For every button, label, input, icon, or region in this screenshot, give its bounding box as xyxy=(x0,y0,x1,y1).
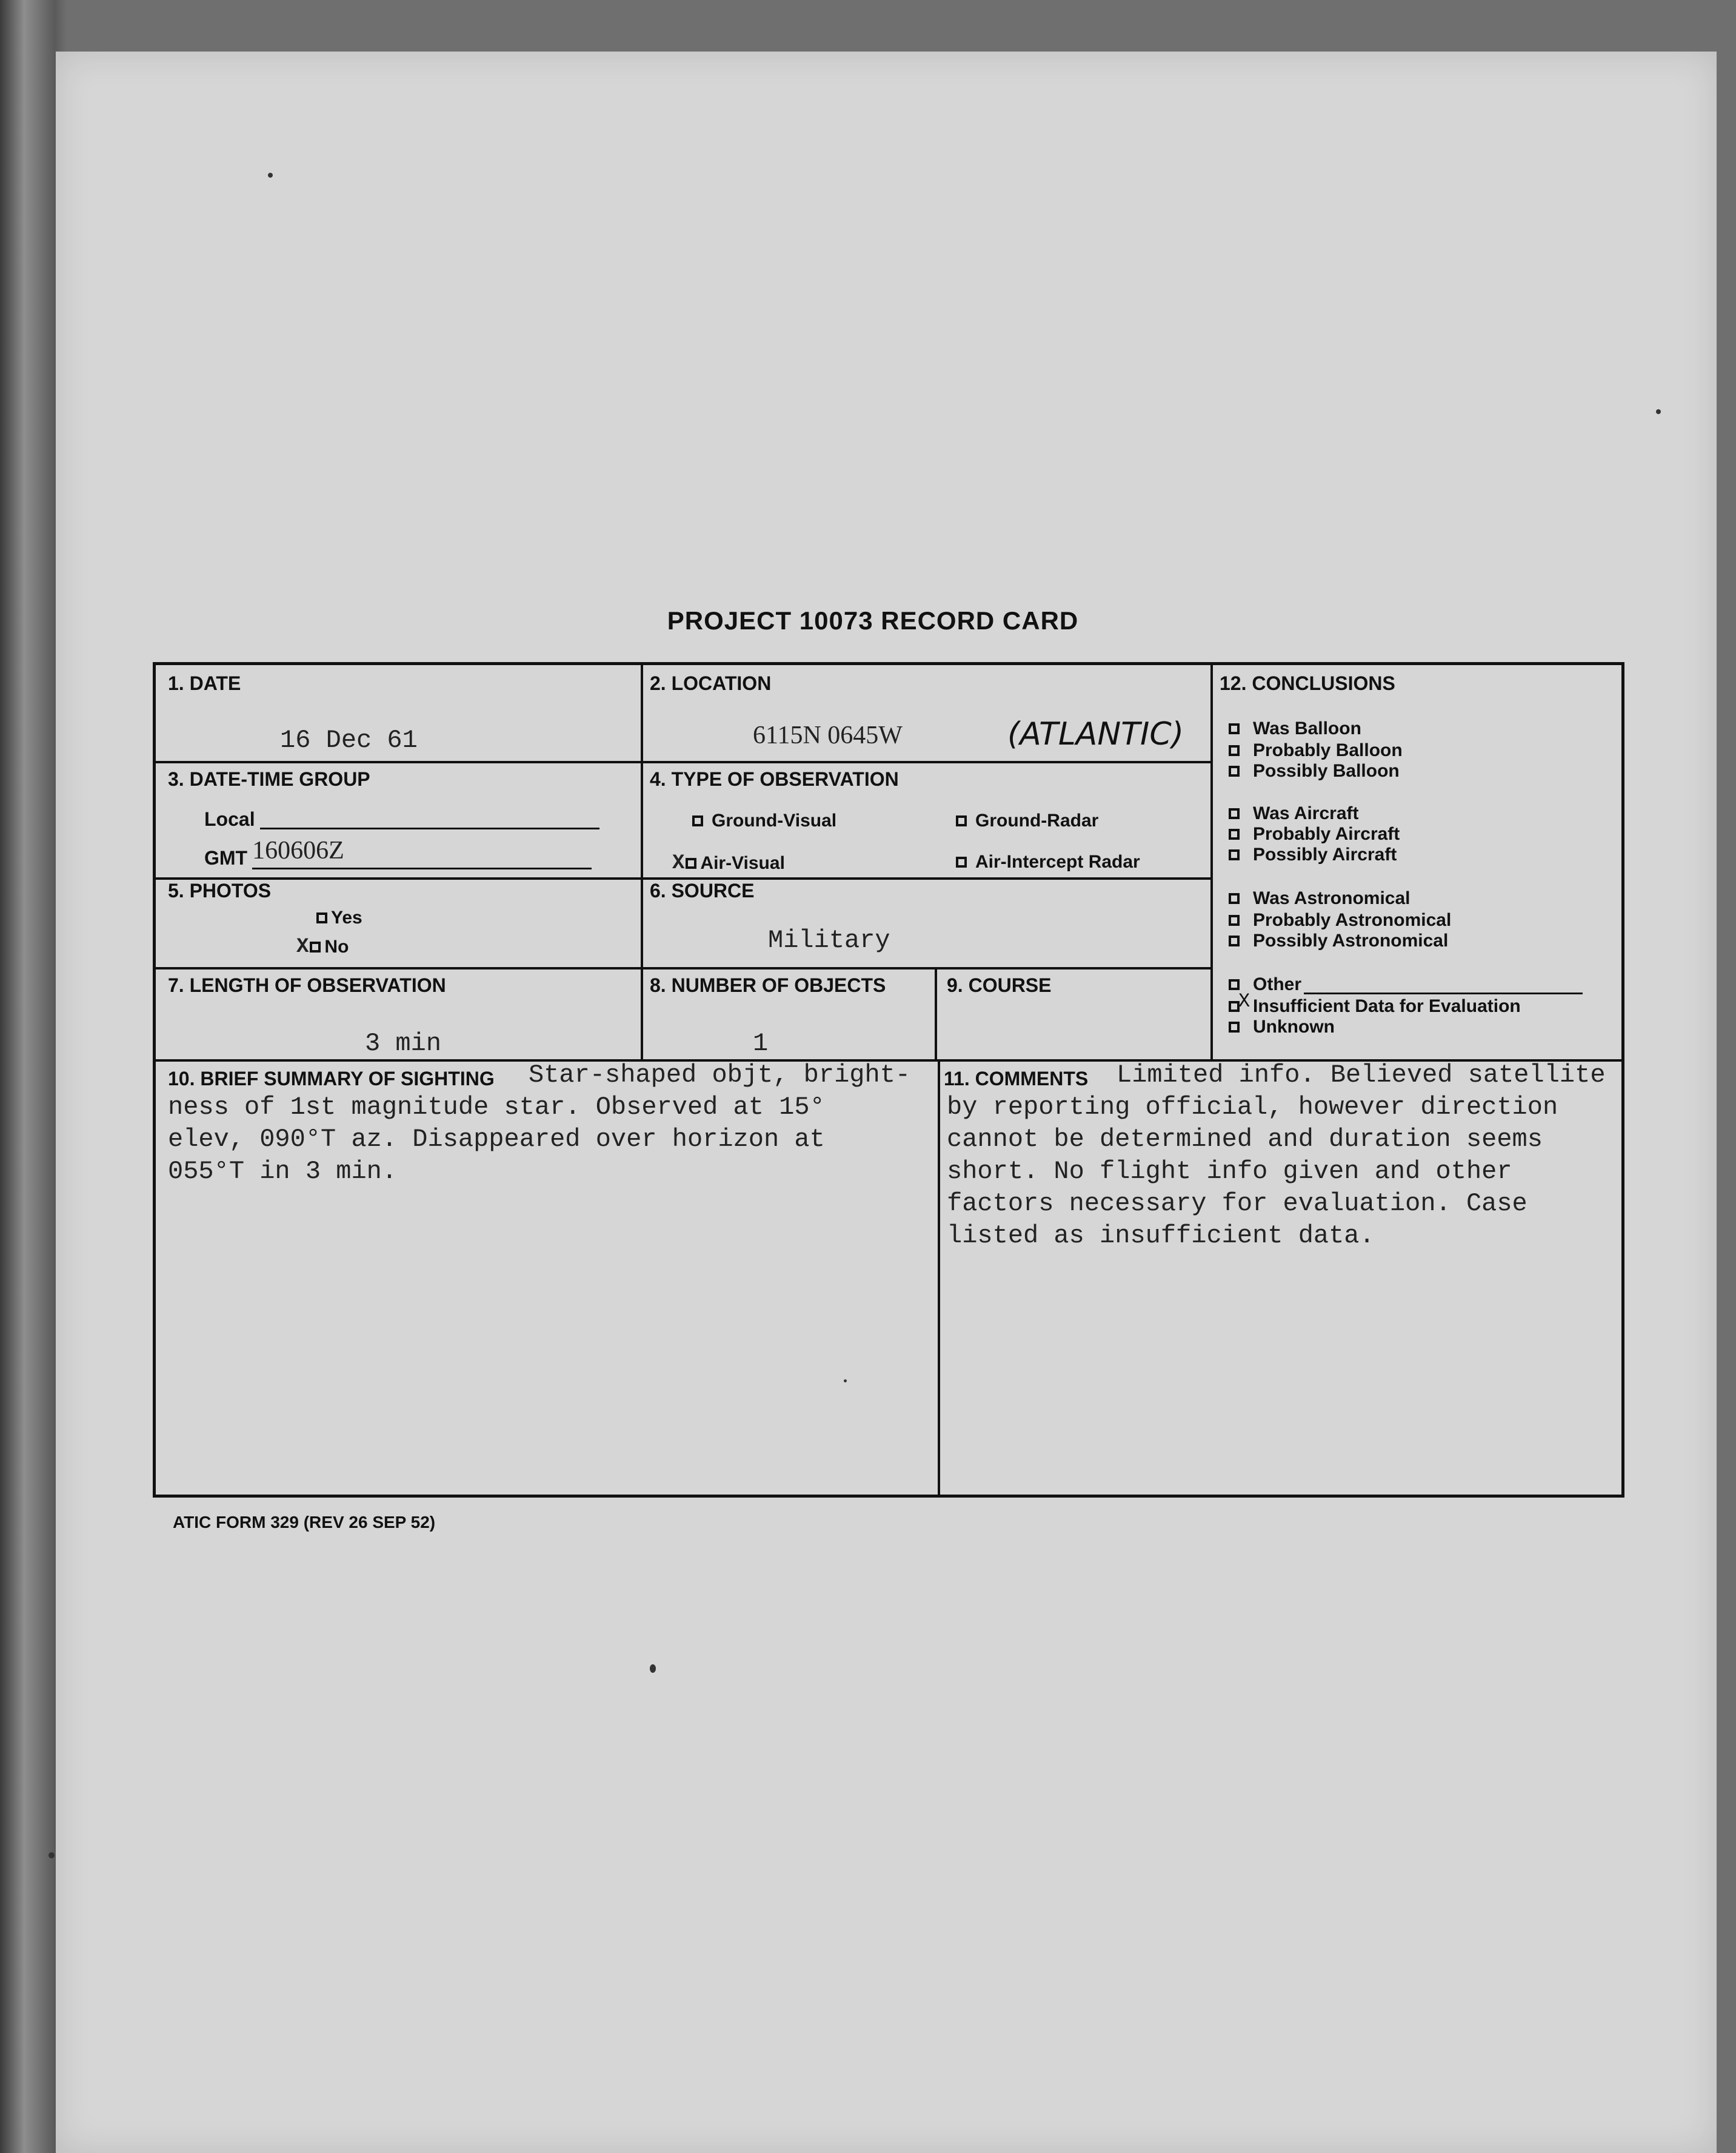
obs-air-visual xyxy=(672,852,785,875)
comments-text: by reporting official, however direction cannot be determined and duration seems short. No flight info given and other factors necessary for evaluation. Case listed as insufficient data. xyxy=(947,1093,1558,1250)
checkbox-icon xyxy=(1229,979,1240,990)
dust-speck xyxy=(48,1852,55,1858)
photos-yes-label: Yes xyxy=(331,908,362,928)
checkbox-icon xyxy=(1229,936,1240,946)
conclusion-item xyxy=(1229,990,1521,1017)
checkbox-icon xyxy=(1229,990,1250,1013)
date-label: 1. DATE xyxy=(168,672,241,694)
dtg-local xyxy=(204,808,599,831)
divider xyxy=(935,968,937,1059)
conclusion-label: Probably Balloon xyxy=(1253,740,1403,760)
comments-label: 11. COMMENTS xyxy=(944,1068,1089,1090)
conclusion-label: Probably Aircraft xyxy=(1253,824,1400,844)
objects-label: 8. NUMBER OF OBJECTS xyxy=(650,974,886,996)
obs-ground-visual-label: Ground-Visual xyxy=(712,811,837,831)
source-label: 6. SOURCE xyxy=(650,880,755,902)
checkbox-icon xyxy=(686,858,696,869)
objects-value: 1 xyxy=(753,1029,769,1058)
conclusion-label: Was Astronomical xyxy=(1253,888,1411,908)
conclusion-item xyxy=(1229,910,1451,931)
checkbox-icon xyxy=(1229,723,1240,734)
conclusion-item xyxy=(1229,803,1359,824)
checkbox-icon xyxy=(1229,915,1240,926)
dtg-local-label: Local xyxy=(204,808,255,830)
divider xyxy=(1210,665,1213,1059)
checkbox-icon xyxy=(316,912,327,923)
checkbox-icon xyxy=(1229,766,1240,777)
conclusion-label: Possibly Astronomical xyxy=(1253,931,1449,951)
conclusion-item xyxy=(1229,845,1397,865)
other-line xyxy=(1304,976,1583,994)
divider xyxy=(641,665,643,1059)
conclusion-label: Was Aircraft xyxy=(1253,803,1359,823)
checkbox-icon xyxy=(1229,1022,1240,1033)
obs-air-intercept-label: Air-Intercept Radar xyxy=(975,852,1140,872)
comments-line1: Limited info. Believed satellite xyxy=(1117,1060,1606,1090)
summary-line1: Star-shaped objt, bright- xyxy=(529,1060,911,1090)
conclusion-label: Probably Astronomical xyxy=(1253,910,1452,930)
summary-label: 10. BRIEF SUMMARY OF SIGHTING xyxy=(168,1068,495,1090)
obs-ground-radar xyxy=(956,811,1098,831)
checkbox-icon xyxy=(1229,849,1240,860)
record-card xyxy=(153,662,1624,1498)
obs-ground-radar-label: Ground-Radar xyxy=(975,811,1099,831)
location-label: 2. LOCATION xyxy=(650,672,772,694)
checkbox-icon xyxy=(956,857,967,868)
dtg-label: 3. DATE-TIME GROUP xyxy=(168,768,370,790)
photos-yes xyxy=(316,908,362,928)
checkbox-icon xyxy=(310,942,321,953)
location-handwritten: (ATLANTIC) xyxy=(1007,716,1184,752)
checked-mark: X xyxy=(1238,990,1250,1013)
form-footer: ATIC FORM 329 (REV 26 SEP 52) xyxy=(173,1513,436,1532)
checkbox-icon xyxy=(1229,808,1240,819)
conclusion-label: Insufficient Data for Evaluation xyxy=(1253,996,1521,1016)
checkbox-icon xyxy=(1229,893,1240,904)
obs-air-visual-mark: X xyxy=(672,852,685,875)
photos-no-label: No xyxy=(324,937,349,957)
dtg-local-line xyxy=(260,809,599,829)
conclusion-label: Was Balloon xyxy=(1253,718,1361,738)
conclusion-item xyxy=(1229,761,1400,782)
length-label: 7. LENGTH OF OBSERVATION xyxy=(168,974,446,996)
divider xyxy=(156,761,1210,763)
conclusion-item xyxy=(1229,740,1403,761)
conclusion-label: Possibly Balloon xyxy=(1253,761,1400,781)
conclusion-item xyxy=(1229,824,1400,845)
dtg-gmt xyxy=(204,837,592,869)
conclusion-label: Unknown xyxy=(1253,1017,1335,1037)
date-value: 16 Dec 61 xyxy=(280,726,418,755)
obs-type-label: 4. TYPE OF OBSERVATION xyxy=(650,768,899,790)
dtg-gmt-value: 160606Z xyxy=(252,837,344,865)
dtg-gmt-label: GMT xyxy=(204,847,248,869)
course-label: 9. COURSE xyxy=(947,974,1052,996)
length-value: 3 min xyxy=(365,1029,442,1058)
divider xyxy=(938,1059,940,1498)
obs-ground-visual xyxy=(692,811,836,831)
source-value: Military xyxy=(768,926,890,955)
summary-text: ness of 1st magnitude star. Observed at 15° elev, 090°T az. Disappeared over horizon at 055°T in 3 min. xyxy=(168,1093,825,1186)
location-value: 6115N 0645W xyxy=(753,722,903,749)
conclusion-label: Possibly Aircraft xyxy=(1253,845,1397,865)
conclusion-item xyxy=(1229,931,1448,951)
conclusion-item xyxy=(1229,718,1361,739)
dust-speck xyxy=(650,1664,656,1673)
dust-speck xyxy=(268,173,273,178)
obs-air-intercept xyxy=(956,852,1140,872)
obs-air-visual-label: Air-Visual xyxy=(700,853,785,873)
conclusion-item xyxy=(1229,974,1583,995)
conclusion-item xyxy=(1229,1017,1335,1037)
checkbox-icon xyxy=(956,815,967,826)
photos-label: 5. PHOTOS xyxy=(168,880,272,902)
checkbox-icon xyxy=(1229,745,1240,756)
checkbox-icon xyxy=(1229,829,1240,840)
card-title: PROJECT 10073 RECORD CARD xyxy=(667,606,1079,635)
conclusion-item xyxy=(1229,888,1411,909)
photos-no xyxy=(296,936,349,959)
checkbox-icon xyxy=(692,815,703,826)
conclusion-label: Other xyxy=(1253,974,1302,994)
divider xyxy=(156,967,1210,969)
photos-no-mark: X xyxy=(296,936,309,959)
conclusions-label: 12. CONCLUSIONS xyxy=(1220,672,1395,694)
dust-speck xyxy=(1656,409,1661,414)
dtg-gmt-line xyxy=(252,837,592,869)
